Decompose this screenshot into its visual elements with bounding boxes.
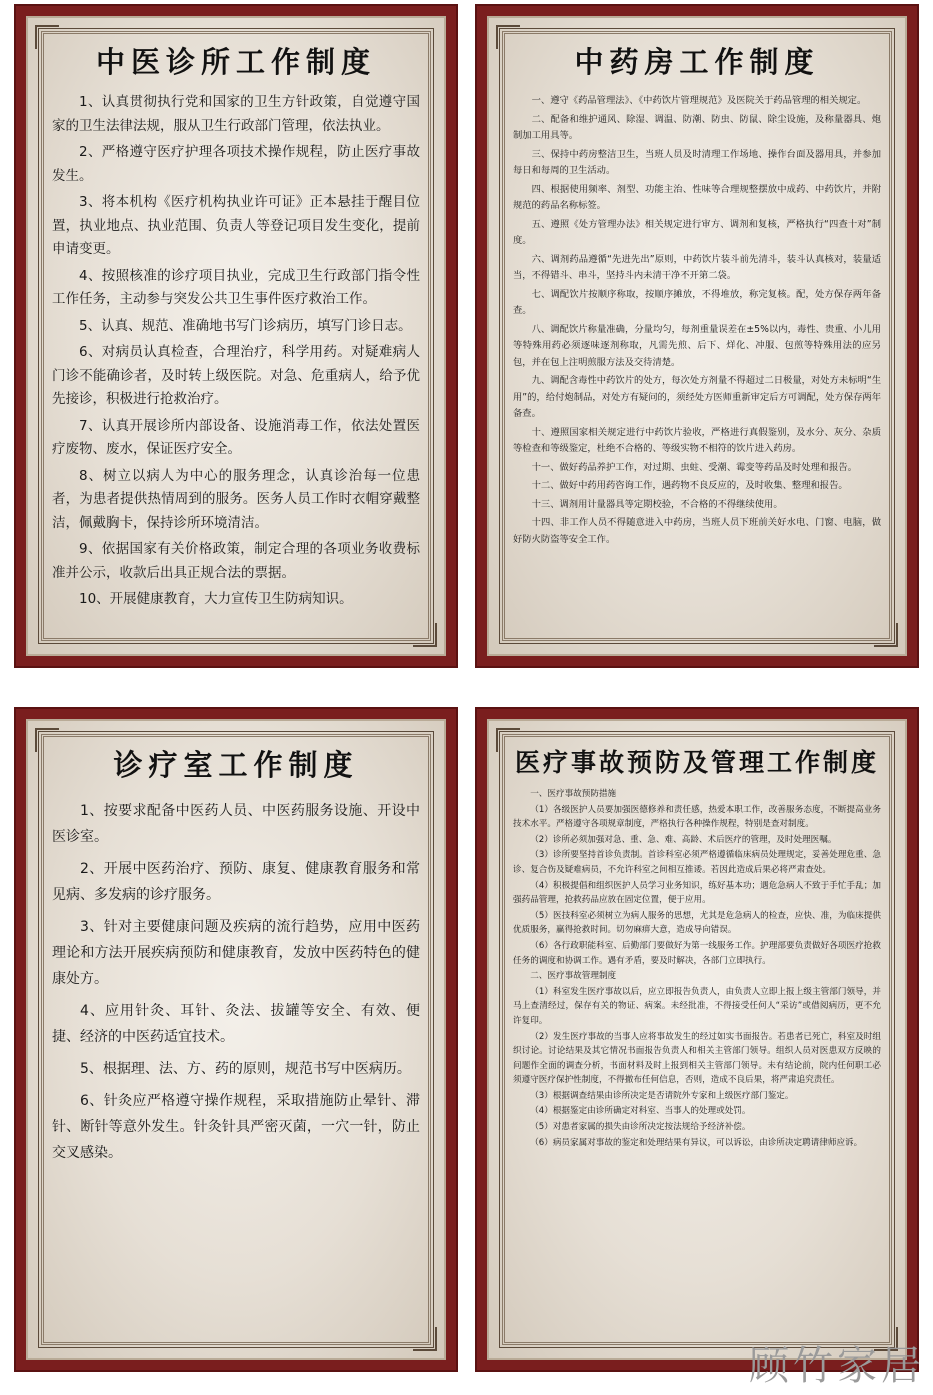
rule-item: 4、按照核准的诊疗项目执业，完成卫生行政部门指令性工作任务，主动参与突发公共卫生事件医疗救治工作。	[52, 267, 420, 307]
rule-item: 二、配备和维护通风、除湿、调温、防潮、防虫、防鼠、除尘设施，及称量器具、炮制加工用具等。	[513, 113, 881, 141]
rule-list	[52, 91, 420, 612]
rule-item: （4）根据鉴定由诊所确定对科室、当事人的处理或处罚。	[530, 1106, 751, 1117]
rule-item: 2、严格遵守医疗护理各项技术操作规程，防止医疗事故发生。	[52, 144, 420, 184]
rule-item: 9、依据国家有关价格政策，制定合理的各项业务收费标准并公示，收款后出具正规合法的票据。	[52, 541, 420, 581]
board-content	[52, 40, 420, 634]
rule-item: （1）科室发生医疗事故以后，应立即报告负责人，由负责人立即上报上级主管部门领导，并马上查清经过，保存有关的物证、病案。未经批准，不得接受任何人“采访”或借阅病历，更不允许复印。	[513, 986, 881, 1026]
board-treatment-room-rules	[14, 707, 458, 1372]
rule-item: （2）发生医疗事故的当事人应将事故发生的经过如实书面报告。若患者已死亡，科室及时组织讨论。讨论结果及其它情况书面报告负责人和相关主管部门领导。组织人员对医患双方反映的问题作全面的调查分析，书面材料及时上报到相关主管部门领导。未有结论前，院内任何职工必须遵守医疗保护性制度，不得撤布任何信息，否则，造成不良后果，将严肃追究责任。	[513, 1031, 881, 1086]
rule-item: 6、对病员认真检查，合理治疗，科学用药。对疑难病人门诊不能确诊者，及时转上级医院。对急、危重病人，给予优先接诊，积极进行抢救治疗。	[52, 344, 420, 407]
board-pharmacy-rules	[475, 4, 919, 668]
board-title: 中药房工作制度	[574, 45, 820, 79]
section-heading: 一、医疗事故预防措施	[530, 789, 617, 799]
board-title: 诊疗室工作制度	[113, 748, 359, 782]
rule-item: （6）各行政职能科室、后勤部门要做好为第一线服务工作。护理部要负责做好各项医疗抢救任务的调度和协调工作。遇有矛盾，要及时解决，各部门立即执行。	[513, 940, 881, 966]
rule-item: 6、针灸应严格遵守操作规程，采取措施防止晕针、滞针、断针等意外发生。针灸针具严密灭菌，一穴一针，防止交叉感染。	[52, 1093, 420, 1161]
section-heading: 二、医疗事故管理制度	[530, 971, 617, 982]
rule-item: （2）诊所必须加强对急、重、急、难、高龄、术后医疗的管理，及时处理医嘱。	[530, 834, 837, 845]
rule-item: （3）根据调查结果由诊所决定是否请院外专家和上级医疗部门鉴定。	[530, 1090, 794, 1101]
rule-item: 4、应用针灸、耳针、灸法、拔罐等安全、有效、便捷、经济的中医药适宜技术。	[52, 1003, 420, 1045]
rule-item: 十三、调剂用计量器具等定期校验，不合格的不得继续使用。	[531, 498, 783, 510]
rule-list	[513, 787, 881, 1150]
rule-item: 10、开展健康教育，大力宣传卫生防病知识。	[79, 591, 353, 607]
rule-item: 六、调剂药品遵循“先进先出”原则，中药饮片装斗前先清斗，装斗认真核对，装量适当，不得错斗、串斗，坚持斗内未清干净不开第二袋。	[513, 253, 881, 281]
rule-item: 3、针对主要健康问题及疾病的流行趋势，应用中医药理论和方法开展疾病预防和健康教育，发放中医药特色的健康处方。	[52, 919, 420, 987]
rule-item: 1、按要求配备中医药人员、中医药服务设施、开设中医诊室。	[52, 803, 420, 845]
board-paper	[26, 16, 446, 656]
rule-item: 八、调配饮片称量准确，分量均匀，每剂重量误差在±5%以内，毒性、贵重、小儿用等特殊用药必须逐味逐剂称取，凡需先煎、后下、烊化、冲服、包煎等特殊用法的应另包，并在包上注明煎服方法及交待清楚。	[513, 323, 881, 368]
rule-item: 5、根据理、法、方、药的原则，规范书写中医病历。	[80, 1061, 411, 1077]
rule-item: （3）诊所要坚持首诊负责制。首诊科室必须严格遵循临床病员处理规定，妥善处理危重、急诊、复合伤及疑难病员，不允许科室之间相互推诿。若因此造成后果必将严肃查处。	[513, 850, 881, 875]
board-medical-accident-rules	[475, 707, 919, 1372]
rule-item: 七、调配饮片按顺序称取，按顺序摊放，不得堆放，称完复核。配，处方保存两年备查。	[513, 288, 881, 316]
rule-item: 5、认真、规范、准确地书写门诊病历，填写门诊日志。	[79, 317, 412, 334]
rule-item: （5）医技科室必须树立为病人服务的思想，尤其是危急病人的检查，应快、准，为临床提供优质服务，赢得抢救时间。切勿麻痹大意，造成导向错误。	[513, 910, 881, 936]
rule-item: 十四、非工作人员不得随意进入中药房，当班人员下班前关好水电、门窗、电脑，做好防火防盗等安全工作。	[513, 517, 881, 545]
rule-item: 3、将本机构《医疗机构执业许可证》正本悬挂于醒目位置，执业地点、执业范围、负责人等登记项目发生变化，提前申请变更。	[52, 194, 420, 257]
rule-item: 2、开展中医药治疗、预防、康复、健康教育服务和常见病、多发病的诊疗服务。	[52, 861, 420, 903]
rule-item: 三、保持中药房整洁卫生，当班人员及时清理工作场地、操作台面及器用具，并参加每日和每周的卫生活动。	[513, 148, 881, 176]
board-paper	[487, 16, 907, 656]
rule-item: （6）病员家属对事故的鉴定和处理结果有异议，可以诉讼，由诊所决定聘请律师应诉。	[530, 1137, 863, 1148]
rule-item: 十二、做好中药用药咨询工作，遇药物不良反应的，及时收集、整理和报告。	[531, 480, 848, 491]
board-clinic-rules	[14, 4, 458, 668]
rule-item: 十一、做好药品养护工作，对过期、虫蛀、受潮、霉变等药品及时处理和报告。	[531, 461, 857, 473]
rule-item: 四、根据使用频率、剂型、功能主治、性味等合理规整摆放中成药、中药饮片，并附规范的药品名称标签。	[513, 183, 881, 211]
board-content	[513, 743, 881, 1338]
board-paper	[487, 719, 907, 1360]
rule-item: 8、树立以病人为中心的服务理念，认真诊治每一位患者，为患者提供热情周到的服务。医务人员工作时衣帽穿戴整洁，佩戴胸卡，保持诊所环境清洁。	[52, 467, 420, 531]
board-paper	[26, 719, 446, 1360]
board-title: 医疗事故预防及管理工作制度	[514, 748, 879, 777]
rule-item: （4）积极提倡和组织医护人员学习业务知识，练好基本功；遇危急病人不致于手忙手乱；加强药品管理，抢救药品应放在固定位置，便于应用。	[513, 880, 881, 906]
board-title: 中医诊所工作制度	[95, 45, 376, 79]
board-content	[52, 743, 420, 1338]
board-content	[513, 40, 881, 634]
rule-item: 1、认真贯彻执行党和国家的卫生方针政策，自觉遵守国家的卫生法律法规，服从卫生行政部门管理，依法执业。	[52, 94, 420, 134]
rule-item: （1）各级医护人员要加强医德修养和责任感，热爱本职工作，改善服务态度，不断提高业务技术水平。严格遵守各项规章制度，严格执行各种操作规程，特别是查对制度。	[513, 804, 881, 830]
rule-item: 九、调配含毒性中药饮片的处方，每次处方剂量不得超过二日极量，对处方未标明“生用”的，给付炮制品，对处方有疑问的，须经处方医师重新审定后方可调配，处方保存两年备查。	[513, 375, 881, 419]
rule-list	[52, 798, 420, 1166]
rule-item: （5）对患者家属的损失由诊所决定按法规给予经济补偿。	[530, 1122, 751, 1133]
rule-item: 7、认真开展诊所内部设备、设施消毒工作，依法处置医疗废物、废水，保证医疗安全。	[52, 417, 420, 457]
rule-item: 十、遵照国家相关规定进行中药饮片验收，严格进行真假鉴别，及水分、灰分、杂质等检查和等级鉴定，杜绝不合格的、等级实物不相符的饮片进入药房。	[513, 426, 881, 454]
rule-list	[513, 93, 881, 548]
watermark-text: 顾竹家居	[749, 1343, 925, 1389]
rule-item: 五、遵照《处方管理办法》相关规定进行审方、调剂和复核，严格执行“四查十对”制度。	[513, 218, 881, 246]
rule-item: 一、遵守《药品管理法》、《中药饮片管理规范》及医院关于药品管理的相关规定。	[531, 95, 867, 106]
